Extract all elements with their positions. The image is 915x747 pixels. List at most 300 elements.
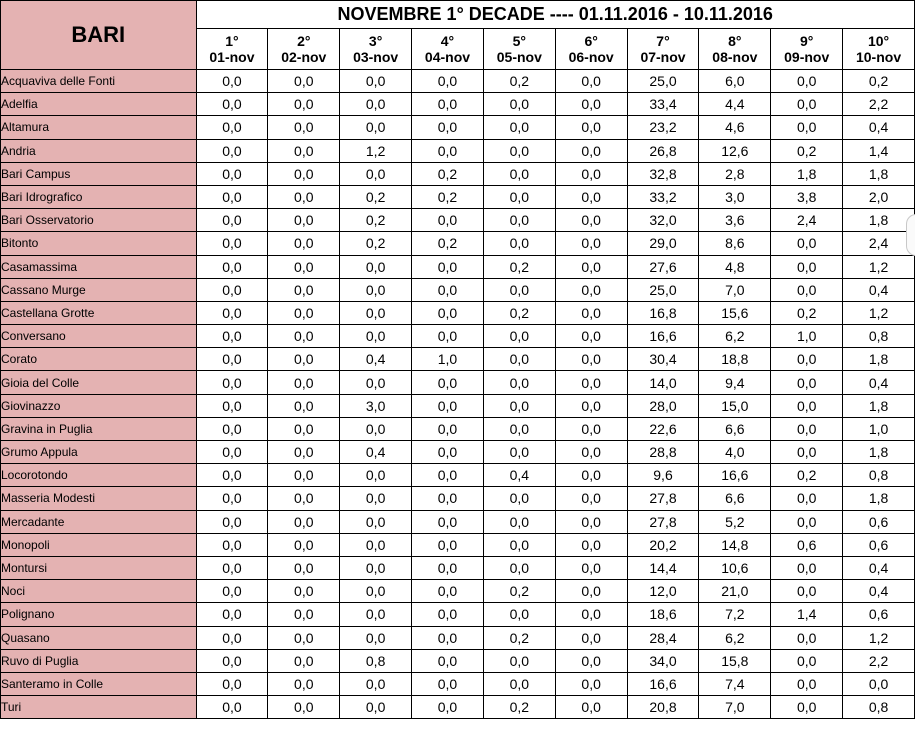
table-row [1, 464, 915, 487]
rainfall-value: 0,0 [412, 209, 484, 232]
rainfall-value: 0,0 [412, 487, 484, 510]
rainfall-value: 1,2 [843, 301, 915, 324]
rainfall-value: 4,8 [699, 255, 771, 278]
table-row [1, 116, 915, 139]
rainfall-value: 14,4 [627, 556, 699, 579]
rainfall-value: 0,0 [483, 603, 555, 626]
rainfall-value: 0,0 [268, 70, 340, 93]
rainfall-value: 0,0 [196, 139, 268, 162]
rainfall-value: 0,0 [268, 139, 340, 162]
rainfall-value: 32,0 [627, 209, 699, 232]
day-number-header: 10° [843, 29, 915, 50]
date-header: 07-nov [627, 49, 699, 70]
rainfall-value: 0,0 [771, 556, 843, 579]
rainfall-value: 0,0 [268, 93, 340, 116]
date-header: 08-nov [699, 49, 771, 70]
rainfall-value: 0,2 [771, 464, 843, 487]
rainfall-value: 0,0 [196, 510, 268, 533]
station-name: Adelfia [1, 93, 197, 116]
rainfall-value: 7,2 [699, 603, 771, 626]
day-number-header: 8° [699, 29, 771, 50]
rainfall-value: 27,6 [627, 255, 699, 278]
rainfall-value: 20,2 [627, 533, 699, 556]
rainfall-value: 0,0 [268, 510, 340, 533]
table-row [1, 487, 915, 510]
rainfall-value: 0,0 [483, 348, 555, 371]
day-number-header: 6° [555, 29, 627, 50]
table-row [1, 533, 915, 556]
date-header: 06-nov [555, 49, 627, 70]
rainfall-value: 0,0 [412, 70, 484, 93]
rainfall-value: 0,0 [268, 255, 340, 278]
rainfall-value: 0,0 [412, 533, 484, 556]
table-row [1, 580, 915, 603]
rainfall-value: 0,0 [196, 93, 268, 116]
rainfall-value: 15,6 [699, 301, 771, 324]
rainfall-value: 27,8 [627, 510, 699, 533]
station-name: Acquaviva delle Fonti [1, 70, 197, 93]
rainfall-value: 0,0 [268, 533, 340, 556]
rainfall-value: 0,0 [412, 556, 484, 579]
rainfall-value: 0,0 [196, 487, 268, 510]
rainfall-value: 18,6 [627, 603, 699, 626]
date-header: 04-nov [412, 49, 484, 70]
day-number-header: 7° [627, 29, 699, 50]
rainfall-value: 0,0 [483, 232, 555, 255]
rainfall-value: 0,0 [412, 441, 484, 464]
rainfall-value: 8,6 [699, 232, 771, 255]
rainfall-value: 1,4 [771, 603, 843, 626]
rainfall-value: 2,0 [843, 185, 915, 208]
rainfall-value: 0,0 [412, 580, 484, 603]
rainfall-value: 0,0 [483, 672, 555, 695]
rainfall-value: 0,0 [771, 580, 843, 603]
rainfall-value: 0,0 [412, 278, 484, 301]
rainfall-value: 2,4 [843, 232, 915, 255]
rainfall-value: 16,6 [627, 672, 699, 695]
rainfall-value: 5,2 [699, 510, 771, 533]
rainfall-value: 33,2 [627, 185, 699, 208]
rainfall-value: 0,0 [196, 209, 268, 232]
table-title: NOVEMBRE 1° DECADE ---- 01.11.2016 - 10.11.2016 [196, 1, 914, 29]
rainfall-value: 0,0 [555, 70, 627, 93]
rainfall-value: 0,0 [340, 626, 412, 649]
rainfall-value: 0,2 [483, 70, 555, 93]
rainfall-value: 0,0 [196, 301, 268, 324]
rainfall-value: 0,0 [196, 603, 268, 626]
rainfall-value: 0,0 [268, 394, 340, 417]
rainfall-value: 0,0 [412, 464, 484, 487]
station-name: Turi [1, 696, 197, 719]
rainfall-value: 3,0 [340, 394, 412, 417]
rainfall-value: 0,0 [483, 649, 555, 672]
rainfall-value: 0,0 [555, 162, 627, 185]
rainfall-value: 1,2 [843, 626, 915, 649]
rainfall-value: 0,0 [196, 232, 268, 255]
rainfall-value: 0,0 [412, 510, 484, 533]
rainfall-value: 0,0 [412, 371, 484, 394]
station-name: Cassano Murge [1, 278, 197, 301]
rainfall-value: 16,6 [627, 325, 699, 348]
rainfall-value: 0,4 [340, 348, 412, 371]
rainfall-value: 0,0 [483, 417, 555, 440]
rainfall-value: 0,0 [340, 93, 412, 116]
rainfall-value: 0,4 [843, 116, 915, 139]
rainfall-value: 0,0 [268, 278, 340, 301]
rainfall-value: 0,0 [412, 672, 484, 695]
rainfall-value: 0,0 [555, 278, 627, 301]
station-name: Santeramo in Colle [1, 672, 197, 695]
rainfall-value: 1,8 [843, 162, 915, 185]
station-name: Bitonto [1, 232, 197, 255]
table-row [1, 696, 915, 719]
rainfall-value: 0,0 [412, 696, 484, 719]
table-row [1, 209, 915, 232]
rainfall-value: 6,2 [699, 325, 771, 348]
station-name: Altamura [1, 116, 197, 139]
rainfall-value: 0,0 [268, 441, 340, 464]
rainfall-value: 0,4 [843, 556, 915, 579]
station-name: Noci [1, 580, 197, 603]
rainfall-value: 34,0 [627, 649, 699, 672]
table-row [1, 278, 915, 301]
table-row [1, 139, 915, 162]
rainfall-value: 0,0 [555, 232, 627, 255]
rainfall-value: 0,0 [196, 278, 268, 301]
rainfall-value: 0,0 [483, 278, 555, 301]
rainfall-value: 29,0 [627, 232, 699, 255]
rainfall-value: 23,2 [627, 116, 699, 139]
rainfall-value: 0,0 [196, 325, 268, 348]
table-row [1, 441, 915, 464]
day-number-header: 5° [483, 29, 555, 50]
rainfall-value: 0,0 [340, 672, 412, 695]
rainfall-value: 0,0 [555, 185, 627, 208]
rainfall-value: 0,0 [555, 301, 627, 324]
rainfall-value: 0,0 [771, 278, 843, 301]
rainfall-value: 0,0 [771, 348, 843, 371]
rainfall-value: 0,2 [483, 580, 555, 603]
rainfall-value: 0,0 [555, 371, 627, 394]
rainfall-value: 0,2 [843, 70, 915, 93]
rainfall-value: 0,0 [268, 626, 340, 649]
rainfall-value: 0,0 [196, 255, 268, 278]
rainfall-value: 0,0 [268, 580, 340, 603]
rainfall-value: 14,8 [699, 533, 771, 556]
rainfall-value: 20,8 [627, 696, 699, 719]
rainfall-value: 2,8 [699, 162, 771, 185]
rainfall-value: 0,0 [771, 696, 843, 719]
rainfall-value: 0,0 [196, 696, 268, 719]
table-row [1, 603, 915, 626]
station-name: Mercadante [1, 510, 197, 533]
rainfall-value: 0,0 [340, 116, 412, 139]
day-number-header: 3° [340, 29, 412, 50]
table-row [1, 371, 915, 394]
rainfall-value: 0,0 [412, 626, 484, 649]
rainfall-value: 0,0 [268, 325, 340, 348]
rainfall-value: 0,0 [771, 93, 843, 116]
station-name: Quasano [1, 626, 197, 649]
rainfall-value: 0,0 [555, 209, 627, 232]
rainfall-value: 0,8 [340, 649, 412, 672]
table-row [1, 556, 915, 579]
rainfall-value: 0,0 [555, 93, 627, 116]
rainfall-value: 22,6 [627, 417, 699, 440]
rainfall-value: 0,0 [196, 464, 268, 487]
rainfall-value: 0,0 [771, 649, 843, 672]
rainfall-value: 4,6 [699, 116, 771, 139]
rainfall-value: 0,6 [843, 510, 915, 533]
rainfall-value: 0,0 [196, 626, 268, 649]
rainfall-value: 0,0 [340, 603, 412, 626]
table-row [1, 672, 915, 695]
rainfall-value: 33,4 [627, 93, 699, 116]
rainfall-value: 16,6 [699, 464, 771, 487]
date-header: 10-nov [843, 49, 915, 70]
rainfall-value: 0,0 [196, 394, 268, 417]
rainfall-value: 6,2 [699, 626, 771, 649]
station-name: Grumo Appula [1, 441, 197, 464]
rainfall-value: 0,0 [555, 580, 627, 603]
rainfall-value: 0,0 [555, 533, 627, 556]
table-row [1, 626, 915, 649]
table-row [1, 93, 915, 116]
rainfall-value: 0,0 [412, 255, 484, 278]
rainfall-value: 0,0 [412, 603, 484, 626]
rainfall-value: 0,0 [340, 533, 412, 556]
station-name: Polignano [1, 603, 197, 626]
rainfall-value: 0,0 [340, 417, 412, 440]
rainfall-value: 0,0 [555, 394, 627, 417]
rainfall-value: 0,0 [555, 556, 627, 579]
rainfall-value: 1,0 [843, 417, 915, 440]
day-number-header: 9° [771, 29, 843, 50]
rainfall-value: 0,0 [340, 371, 412, 394]
rainfall-value: 0,0 [555, 603, 627, 626]
rainfall-value: 0,0 [771, 394, 843, 417]
side-handle-icon [906, 214, 915, 256]
rainfall-value: 0,0 [340, 325, 412, 348]
rainfall-value: 15,0 [699, 394, 771, 417]
rainfall-value: 0,0 [555, 325, 627, 348]
rainfall-value: 0,0 [268, 603, 340, 626]
station-name: Corato [1, 348, 197, 371]
rainfall-value: 0,0 [555, 672, 627, 695]
rainfall-value: 0,0 [555, 139, 627, 162]
rainfall-value: 0,0 [771, 116, 843, 139]
rainfall-value: 25,0 [627, 278, 699, 301]
rainfall-value: 0,0 [340, 255, 412, 278]
rainfall-value: 1,2 [340, 139, 412, 162]
rainfall-value: 28,4 [627, 626, 699, 649]
rainfall-value: 0,0 [340, 556, 412, 579]
rainfall-value: 0,0 [196, 533, 268, 556]
rainfall-value: 0,8 [843, 325, 915, 348]
rainfall-value: 9,6 [627, 464, 699, 487]
rainfall-value: 0,0 [340, 70, 412, 93]
rainfall-value: 28,8 [627, 441, 699, 464]
rainfall-value: 0,0 [555, 116, 627, 139]
rainfall-value: 0,0 [483, 116, 555, 139]
rainfall-value: 0,6 [843, 533, 915, 556]
rainfall-value: 0,2 [483, 255, 555, 278]
rainfall-value: 0,0 [771, 626, 843, 649]
rainfall-value: 0,6 [771, 533, 843, 556]
table-row [1, 325, 915, 348]
rainfall-value: 0,0 [483, 371, 555, 394]
table-row [1, 70, 915, 93]
rainfall-value: 7,0 [699, 278, 771, 301]
rainfall-value: 0,0 [196, 70, 268, 93]
rainfall-value: 0,0 [555, 510, 627, 533]
station-name: Castellana Grotte [1, 301, 197, 324]
rainfall-value: 0,0 [771, 417, 843, 440]
rainfall-value: 0,4 [483, 464, 555, 487]
station-name: Bari Idrografico [1, 185, 197, 208]
rainfall-value: 0,0 [483, 93, 555, 116]
rainfall-value: 0,0 [340, 301, 412, 324]
rainfall-value: 0,0 [196, 556, 268, 579]
station-name: Bari Osservatorio [1, 209, 197, 232]
rainfall-value: 0,0 [483, 209, 555, 232]
rainfall-value: 0,2 [483, 696, 555, 719]
rainfall-value: 1,4 [843, 139, 915, 162]
rainfall-value: 0,0 [196, 417, 268, 440]
table-row [1, 417, 915, 440]
rainfall-value: 0,0 [412, 139, 484, 162]
rainfall-value: 0,0 [268, 556, 340, 579]
rainfall-value: 1,2 [843, 255, 915, 278]
table-row [1, 348, 915, 371]
rainfall-value: 0,0 [268, 209, 340, 232]
rainfall-value: 0,0 [196, 441, 268, 464]
rainfall-value: 0,0 [412, 301, 484, 324]
rainfall-value: 0,0 [268, 301, 340, 324]
rainfall-value: 0,0 [771, 255, 843, 278]
rainfall-value: 0,0 [412, 93, 484, 116]
rainfall-value: 0,2 [340, 232, 412, 255]
rainfall-value: 18,8 [699, 348, 771, 371]
rainfall-value: 10,6 [699, 556, 771, 579]
rainfall-value: 14,0 [627, 371, 699, 394]
rainfall-value: 0,8 [843, 696, 915, 719]
day-number-header: 1° [196, 29, 268, 50]
table-row [1, 232, 915, 255]
rainfall-value: 1,0 [771, 325, 843, 348]
rainfall-value: 0,0 [555, 696, 627, 719]
rainfall-value: 0,0 [196, 672, 268, 695]
station-name: Ruvo di Puglia [1, 649, 197, 672]
rainfall-value: 7,4 [699, 672, 771, 695]
rainfall-value: 32,8 [627, 162, 699, 185]
rainfall-value: 3,0 [699, 185, 771, 208]
rainfall-value: 0,0 [555, 417, 627, 440]
rainfall-value: 6,6 [699, 487, 771, 510]
rainfall-value: 0,0 [268, 185, 340, 208]
rainfall-value: 0,0 [771, 672, 843, 695]
rainfall-value: 0,0 [555, 487, 627, 510]
rainfall-value: 12,6 [699, 139, 771, 162]
rainfall-value: 0,0 [268, 162, 340, 185]
rainfall-value: 0,6 [843, 603, 915, 626]
rainfall-value: 0,0 [340, 278, 412, 301]
rainfall-value: 0,0 [771, 510, 843, 533]
rainfall-value: 0,2 [340, 185, 412, 208]
date-header: 05-nov [483, 49, 555, 70]
table-row [1, 510, 915, 533]
rainfall-value: 0,0 [483, 441, 555, 464]
rainfall-value: 1,8 [843, 441, 915, 464]
rainfall-value: 0,0 [340, 487, 412, 510]
table-row [1, 185, 915, 208]
rainfall-value: 0,0 [555, 649, 627, 672]
rainfall-value: 6,0 [699, 70, 771, 93]
rainfall-value: 0,0 [555, 348, 627, 371]
date-header: 03-nov [340, 49, 412, 70]
station-name: Conversano [1, 325, 197, 348]
table-row [1, 162, 915, 185]
rainfall-value: 0,2 [771, 301, 843, 324]
rainfall-value: 0,0 [483, 325, 555, 348]
rainfall-value: 0,0 [268, 672, 340, 695]
rainfall-value: 28,0 [627, 394, 699, 417]
rainfall-value: 0,0 [268, 371, 340, 394]
rainfall-value: 0,0 [340, 696, 412, 719]
rainfall-value: 12,0 [627, 580, 699, 603]
rainfall-value: 0,4 [843, 580, 915, 603]
rainfall-value: 0,0 [268, 417, 340, 440]
rainfall-value: 0,0 [771, 70, 843, 93]
rainfall-value: 0,0 [196, 348, 268, 371]
rainfall-value: 0,0 [483, 162, 555, 185]
rainfall-value: 0,0 [196, 185, 268, 208]
rainfall-value: 0,0 [268, 696, 340, 719]
station-name: Monopoli [1, 533, 197, 556]
rainfall-value: 0,0 [483, 185, 555, 208]
rainfall-value: 0,0 [483, 510, 555, 533]
rainfall-value: 0,0 [268, 348, 340, 371]
rainfall-value: 0,0 [771, 487, 843, 510]
rainfall-value: 0,0 [412, 116, 484, 139]
rainfall-value: 0,0 [268, 232, 340, 255]
rainfall-value: 0,0 [412, 325, 484, 348]
rainfall-value: 0,0 [268, 487, 340, 510]
rainfall-value: 0,0 [196, 162, 268, 185]
rainfall-value: 0,0 [483, 533, 555, 556]
rainfall-value: 1,0 [412, 348, 484, 371]
rainfall-value: 1,8 [843, 348, 915, 371]
rainfall-value: 0,0 [555, 464, 627, 487]
rainfall-value: 0,0 [483, 487, 555, 510]
rainfall-value: 3,8 [771, 185, 843, 208]
station-name: Andria [1, 139, 197, 162]
rainfall-value: 0,4 [843, 278, 915, 301]
rainfall-value: 0,0 [555, 441, 627, 464]
station-name: Montursi [1, 556, 197, 579]
rainfall-value: 0,0 [555, 255, 627, 278]
rainfall-value: 16,8 [627, 301, 699, 324]
rainfall-value: 0,2 [412, 185, 484, 208]
rainfall-value: 4,4 [699, 93, 771, 116]
station-name: Giovinazzo [1, 394, 197, 417]
rainfall-value: 26,8 [627, 139, 699, 162]
rainfall-value: 30,4 [627, 348, 699, 371]
station-name: Gioia del Colle [1, 371, 197, 394]
rainfall-value: 27,8 [627, 487, 699, 510]
rainfall-value: 0,0 [196, 649, 268, 672]
rainfall-value: 0,0 [483, 394, 555, 417]
